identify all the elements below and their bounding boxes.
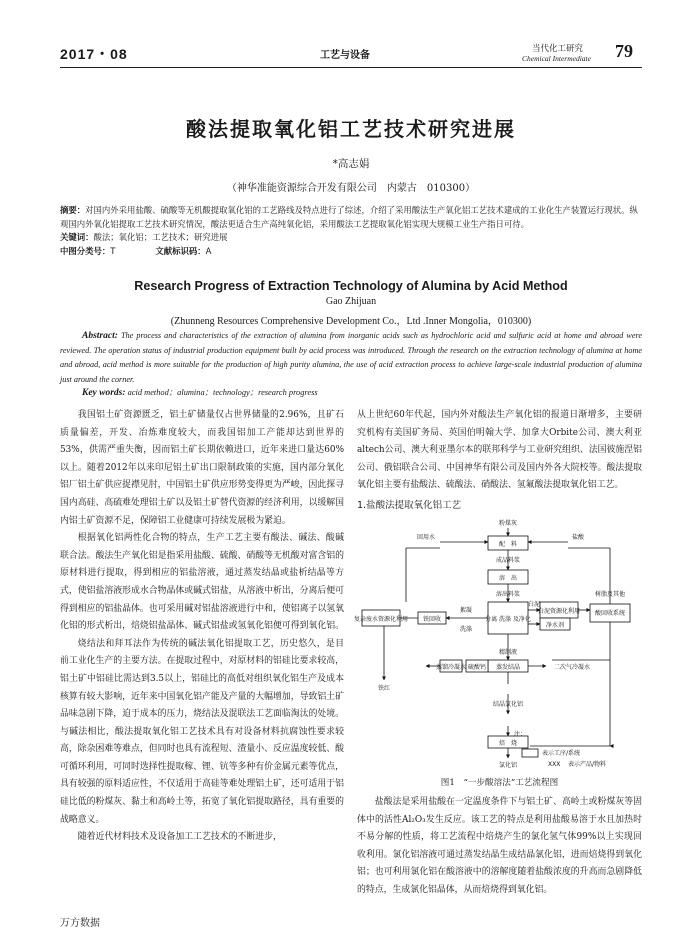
paragraph: 盐酸法是采用盐酸在一定温度条件下与铝土矿、高岭土或粉煤灰等固体中的活性Al₂O₃发生反应。该工艺的特点是利用盐酸易溶于水且加热时不易分解的性质，将工艺流程中焙烧产生的氯化氢气体99%以上实现回收利用。氯化铝溶液可通过蒸发结晶生成结晶氯化铝，进而焙烧得到氧化铝；也可利用氯化铝在酸溶液中的溶解度随着盐酸浓度的升高而急剧降低的特点，生成氯化铝晶体，从而焙烧得到氧化铝。 [357,797,642,895]
keywords-cn: 关键词：酸法；氧化铝；工艺技术；研究进展 [60,232,228,242]
legend-title: 注： [514,731,527,738]
classification-line: 中图分类号：T 文献标识码：A [60,245,212,256]
abstract-cn: 摘要：对国内外采用盐酸、硫酸等无机酸提取氧化铝的工艺路线及特点进行了综述，介绍了采用酸法生产氧化铝工艺技术建成的工业化生产装置运行现状。纵观国内外氧化铝提取工艺技术研究情况，酸法更适合生产高纯氧化铝，采用酸法工艺提取氧化铝实现大规模工业生产指日可待。 [60,205,638,229]
paragraph: 我国铝土矿资源匮乏，铝土矿储量仅占世界储量的2.96%，且矿石质量偏差，开发、冶炼难度较大，而我国铝加工产能却达到世界的53%，供需严重失衡，因而铝土矿长期依赖进口，近年来进口量达60%以上。随着2012年以来印尼铝土矿出口限制政策的实施，国内部分氧化铝厂铝土矿供应捉襟见肘，中国铝土矿供应形势变得更为严峻，因此探寻国内高硅、高硫难处理铝土矿以及铝土矿替代资源的经济利用，以缓解国内铝土矿资源不足，保障铝工业健康可持续发展极为紧迫。 [60,410,344,526]
node-leach-slurry-text: 溶出料浆 [495,591,521,598]
article-title-en: Research Progress of Extraction Technology of Alumina by Acid Method [134,279,568,293]
issue-date: 2017・08 [60,46,128,62]
node-filter-water-text: 蒸馏冷凝水 [435,664,467,671]
footer-watermark: 万方数据 [60,918,100,929]
affiliation-cn: （神华准能资源综合开发有限公司 内蒙古 010300） [226,183,476,194]
legend-flow: 表示工序/系统 [542,750,581,757]
node-hcl-gas-text: 二次气冷凝水 [553,664,591,671]
body-left-column [60,407,344,847]
author-cn: *高志娟 [332,158,370,170]
node-mix-text: 配 料 [498,541,518,548]
paragraph: 从上世纪60年代起，国内外对酸法生产氧化铝的报道日渐增多，主要研究机构有美国矿务局、英国伯明翰大学、加拿大Orbite公司、澳大利亚altech公司、澳大利亚墨尔本的联邦科学与工业研究组织、法国彼施涅铝公司、俄铝联合公司、中国神华有限公司及国内外各大院校等。酸法提取氧化铝主要有盐酸法、硫酸法、硝酸法、氢氟酸法提取氧化铝工艺。 [357,410,643,491]
body-right-column-bottom [357,794,642,900]
node-flocculant-text: 絮凝 [459,607,473,614]
journal-name-cn: 当代化工研究 [532,44,584,54]
abstract-cn-block [60,204,642,258]
node-product-text: 氯化铝 [498,762,518,769]
page-number: 79 [615,41,633,61]
node-resin-text: 树脂及其他 [594,591,626,598]
process-flowchart [353,514,640,769]
node-pure-water-text: 净水剂 [545,622,565,629]
legend-material: 表示产品/物料 [568,761,607,768]
node-slag-text: 结晶氯化铝 [492,701,524,708]
node-decant-text: 硫酸钙 [467,664,487,671]
node-recycle-text: 回用水 [416,534,436,541]
node-washing-label-text: 洗涤 [459,626,473,633]
node-white-mud-text: 白泥 [527,601,541,608]
node-separation-text: 分离 洗涤 及净化 [485,616,531,623]
keywords-en: Key words: acid method；alumina；technology；research progress [82,388,318,398]
abstract-en: Abstract: The process and characteristics of the extraction of alumina from inorganic acids such as hydrochloric acid and sulfuric acid at home and abroad were reviewed. The operation status of industrial production equipment built by acid process was introduced. Through the research on the extraction technology of alumina at home and abroad, acid method is more suitable for the production of high purity alumina, the use of acid extraction process to achieve large-scale industrial production of alumina just around the corner. [60,331,642,384]
section-heading: 1.盐酸法提取氧化铝工艺 [357,500,462,511]
paragraph: 烧结法和拜耳法作为传统的碱法氧化铝提取工艺，历史悠久，是目前工业化生产的主要方法。在提取过程中，对原材料的铝硅比要求较高，铝土矿中铝硅比需达到3.5以上，铝硅比的高低对组织氧化铝生产及成本核算有较大影响，近年来中国氧化铝产能及产量的大幅增加，导致铝土矿品味急剧下降，迫于成本的压力，烧结法及混联法工艺面临淘汰的处境。与碱法相比，酸法提取氧化铝工艺技术具有对设备材料抗腐蚀性要求较高，除杂困难等难点，但同时也具有流程短、渣量小、反应温度较低、酸可循环利用，可同时选择性提取稼、锂、钪等多种有价金属元素等优点，具有较强的原料适应性，不仅适用于高硅等难处理铝土矿，还可适用于铝硅比低的粉煤灰、黏土和高岭土等，拓宽了氧化铝提取路径，具有重要的战略意义。 [60,638,344,825]
node-fine-mud-text: 精制液 [498,649,518,656]
affiliation-en: (Zhunneng Resources Comprehensive Development Co.，Ltd .Inner Mongolia，010300) [170,316,532,327]
legend-xxx: XXX [548,761,561,768]
node-calcine-text: 焙 烧 [498,740,518,747]
article-title-cn: 酸法提取氧化铝工艺技术研究进展 [186,117,516,141]
node-white-mud-use-text: 白泥资源化利用 [537,608,581,615]
node-hcl-text: 盐酸 [571,534,585,541]
node-washing-text: 铁回收 [422,616,442,623]
node-leach-text: 溶 出 [498,575,518,582]
node-iron-text: 铁红 [377,685,391,692]
section-name: 工艺与设备 [320,50,370,61]
journal-name-en: Chemical Intermediate [522,54,591,63]
node-slurry-text: 成品料浆 [495,557,521,564]
paragraph: 随着近代材料技术及设备加工工艺技术的不断进步， [77,832,282,843]
legend-box [522,749,538,757]
figure-caption: 图1 “一步酸溶法”工艺流程图 [440,778,559,788]
body-right-column-top [357,407,642,495]
author-en: Gao Zhijuan [325,296,377,307]
node-raw-text: 粉煤灰 [498,520,518,527]
node-mud-left-text: 复杂废水资源化利用 [353,616,409,623]
node-evap-text: 蒸发结晶 [495,664,521,671]
paragraph: 根据氧化铝两性化合物的特点，生产工艺主要有酸法、碱法、酸碱联合法。酸法生产氧化铝是指采用盐酸、硫酸、硝酸等无机酸对富含铝的原材料进行提取，得到相应的铝盐溶液，通过蒸发结晶或盐析结晶等方式，使铝盐溶液形成水合物晶体或碱式铝盐，从溶液中析出，分离后便可得到相应的铝盐晶体。也可采用碱对铝盐溶液进行中和，使铝离子以氢氧化铝的形式析出，焙烧铝盐晶体、碱式铝盐或氢氧化铝便可得到氧化铝。 [60,533,344,632]
header-rule [60,67,642,68]
node-acid-rec-text: 酸回收系统 [594,610,626,617]
